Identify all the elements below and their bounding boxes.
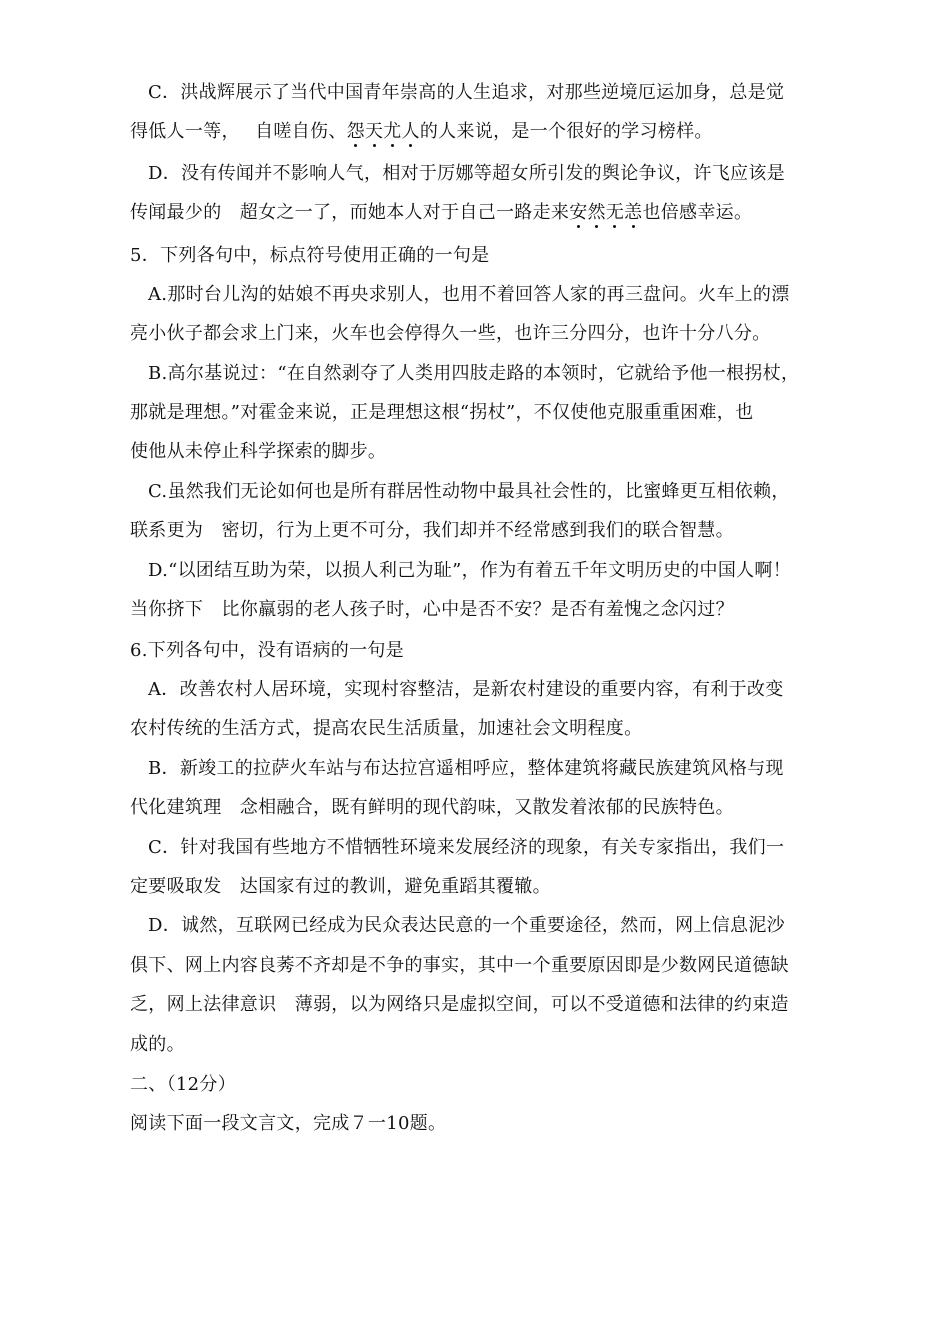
q4-option-c-line-1: C．洪战辉展示了当代中国青年崇高的人生追求，对那些逆境厄运加身，总是觉 xyxy=(148,82,785,103)
section-2-instruction: 阅读下面一段文言文，完成７一10题。 xyxy=(130,1113,447,1134)
emphasis-char: 怨 xyxy=(346,121,365,142)
q4-option-d-line-1: D．没有传闻并不影响人气，相对于厉娜等超女所引发的舆论争议，许飞应该是 xyxy=(148,163,785,184)
q6-option-a-line-2: 农村传统的生活方式，提高农民生活质量，加速社会文明程度。 xyxy=(130,718,643,739)
q5-option-d-line-2: 当你挤下 比你羸弱的老人孩子时，心中是否不安？是否有羞愧之念闪过？ xyxy=(130,599,734,620)
q4-option-c-line-2: 得低人一等， 自嗟自伤、怨天尤人的人来说，是一个很好的学习榜样。 xyxy=(130,121,713,142)
emphasis-char: 尤 xyxy=(383,121,402,142)
q5-option-b-line-2: 那就是理想。”对霍金来说，正是理想这根“拐杖”，不仅使他克服重重困难，也 xyxy=(130,402,754,423)
q5-option-b-line-3: 使他从未停止科学探索的脚步。 xyxy=(130,441,387,462)
emphasis-char: 天 xyxy=(364,121,384,142)
q6-option-d-line-4: 成的。 xyxy=(130,1034,185,1055)
emphasis-char: 然 xyxy=(587,202,606,223)
emphasis-char: 无 xyxy=(605,202,625,223)
q5-option-b-line-1: B.高尔基说过：“在自然剥夺了人类用四肢走路的本领时，它就给予他一根拐杖， xyxy=(148,363,800,384)
q5-option-a-line-2: 亮小伙子都会求上门来，火车也会停得久一些，也许三分四分，也许十分八分。 xyxy=(130,323,771,344)
q6-option-c-line-2: 定要吸取发 达国家有过的教训，避免重蹈其覆辙。 xyxy=(130,876,551,897)
q6-option-c-line-1: C．针对我国有些地方不惜牺牲环境来发展经济的现象，有关专家指出，我们一 xyxy=(148,837,785,858)
q5-option-a-line-1: A.那时台儿沟的姑娘不再央求别人，也用不着回答人家的再三盘问。火车上的漂 xyxy=(148,284,790,305)
q6-option-d-line-1: D．诚然，互联网已经成为民众表达民意的一个重要途径，然而，网上信息泥沙 xyxy=(148,915,785,936)
q6-stem: 6.下列各句中，没有语病的一句是 xyxy=(130,640,404,661)
q5-option-c-line-2: 联系更为 密切，行为上更不可分，我们却并不经常感到我们的联合智慧。 xyxy=(130,520,734,541)
q5-stem: 5．下列各句中，标点符号使用正确的一句是 xyxy=(130,245,490,266)
section-2-heading: 二、（12分） xyxy=(130,1074,237,1095)
q6-option-a-line-1: A．改善农村人居环境，实现村容整洁，是新农村建设的重要内容，有利于改变 xyxy=(148,679,784,700)
emphasis-char: 恙 xyxy=(624,202,643,223)
emphasis-char: 人 xyxy=(401,121,420,142)
q5-option-d-line-1: D.“以团结互助为荣，以损人利己为耻”，作为有着五千年文明历史的中国人啊！ xyxy=(148,560,792,581)
q6-option-b-line-2: 代化建筑理 念相融合，既有鲜明的现代韵味，又散发着浓郁的民族特色。 xyxy=(130,797,734,818)
q6-option-d-line-2: 俱下、网上内容良莠不齐却是不争的事实，其中一个重要原因即是少数网民道德缺 xyxy=(130,955,789,976)
emphasis-char: 安 xyxy=(569,202,588,223)
q4-option-d-line-2: 传闻最少的 超女之一了，而她本人对于自己一路走来安然无恙也倍感幸运。 xyxy=(130,202,753,223)
q6-option-b-line-1: B．新竣工的拉萨火车站与布达拉宫遥相呼应，整体建筑将藏民族建筑风格与现 xyxy=(148,758,784,779)
q6-option-d-line-3: 乏，网上法律意识 薄弱，以为网络只是虚拟空间，可以不受道德和法律的约束造 xyxy=(130,994,789,1015)
q5-option-c-line-1: C.虽然我们无论如何也是所有群居性动物中最具社会性的，比蜜蜂更互相依赖， xyxy=(148,481,790,502)
